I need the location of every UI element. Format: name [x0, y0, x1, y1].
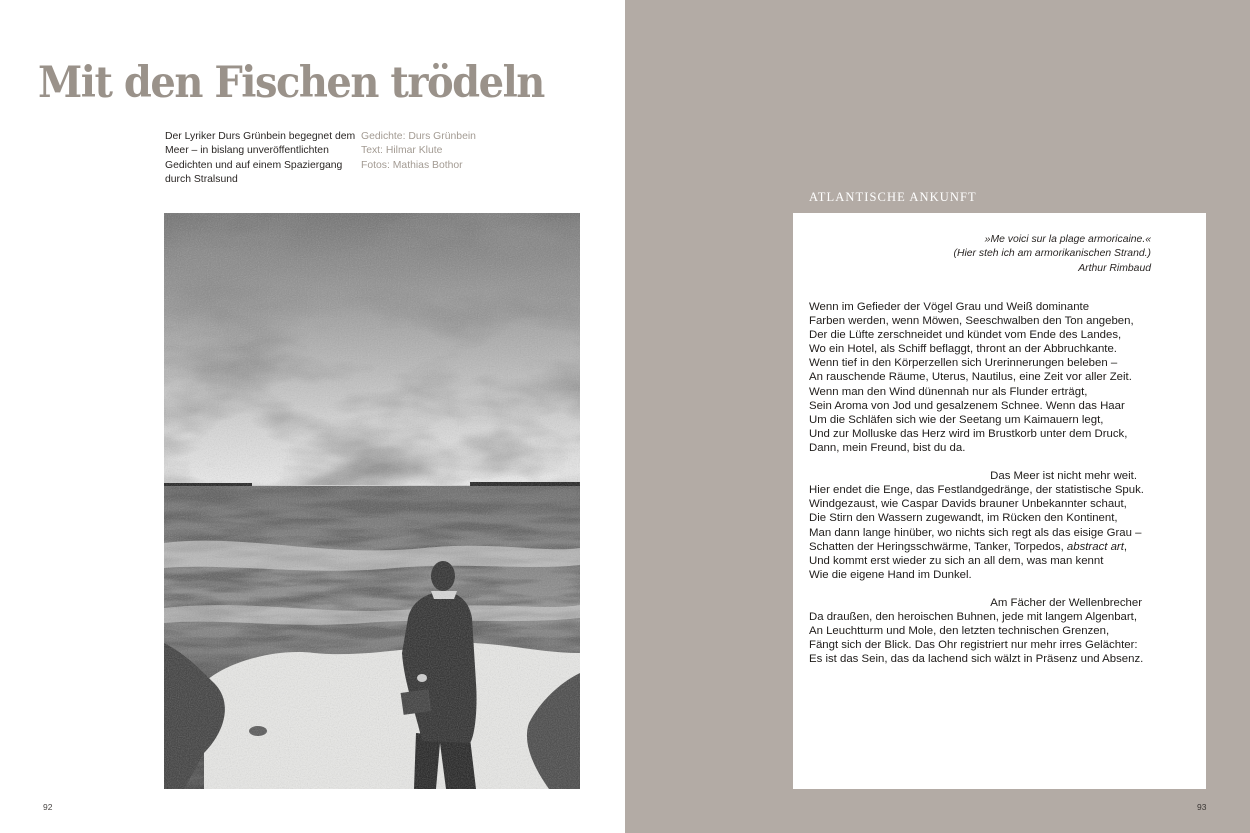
epigraph-author: Arthur Rimbaud — [1078, 262, 1151, 274]
article-credits — [361, 130, 511, 173]
poem-line: Wenn tief in den Körperzellen sich Urerinnerungen beleben – — [809, 357, 1118, 370]
poem-line: Hier endet die Enge, das Festlandgedränge, der statistische Spuk. — [809, 484, 1144, 497]
poem-line-indented: Das Meer ist nicht mehr weit. — [990, 470, 1137, 483]
poem-line: Die Stirn den Wassern zugewandt, im Rücken den Kontinent, — [809, 512, 1118, 525]
seaside-photo — [164, 213, 580, 789]
poem-line: An Leuchtturm und Mole, den letzten technischen Grenzen, — [809, 625, 1110, 638]
poem-line: Da draußen, den heroischen Buhnen, jede mit langem Algenbart, — [809, 611, 1138, 624]
article-teaser: Der Lyriker Durs Grünbein begegnet dem Meer – in bislang unveröffentlichten Gedichten und auf einem Spaziergang durch Stralsund — [165, 131, 356, 185]
poem-line-indented: Am Fächer der Wellenbrecher — [990, 596, 1142, 609]
article-headline: Mit den Fischen trödeln — [38, 58, 544, 108]
credit-poems: Gedichte: Durs Grünbein — [361, 131, 476, 142]
poem-line-text: Schatten der Heringsschwärme, Tanker, Torpedos, — [809, 540, 1067, 553]
epigraph-translation: (Hier steh ich am armorikanischen Strand.) — [953, 248, 1151, 260]
poem-line: Farben werden, wenn Möwen, Seeschwalben den Ton angeben, — [809, 315, 1134, 328]
page-number-left: 92 — [43, 802, 53, 812]
epigraph-quote: »Me voici sur la plage armoricaine.« — [984, 234, 1151, 245]
poem-line: Fängt sich der Blick. Das Ohr registriert nur mehr irres Gelächter: — [809, 639, 1138, 652]
page-number-right: 93 — [1197, 802, 1207, 812]
stanza-1 — [809, 300, 1199, 455]
stanza-2 — [809, 469, 1199, 582]
poem-line: Man dann lange hinüber, wo nichts sich regt als das eisige Grau – — [809, 526, 1142, 539]
poem-line: Windgezaust, wie Caspar Davids brauner Unbekannter schaut, — [809, 498, 1127, 511]
credit-photos: Fotos: Mathias Bothor — [361, 159, 463, 171]
stanza-3 — [809, 596, 1199, 666]
poem-line: Sein Aroma von Jod und gesalzenem Schnee. Wenn das Haar — [809, 399, 1125, 412]
poem-line-italic: abstract art — [1066, 540, 1124, 553]
poem-line: Wie die eigene Hand im Dunkel. — [809, 568, 972, 581]
poem-line: Und kommt erst wieder zu sich an all dem, was man kennt — [809, 554, 1104, 567]
poem-line: Um die Schläfen sich wie der Seetang um Kaimauern legt, — [809, 413, 1104, 426]
poem-body — [809, 300, 1199, 681]
poem-line: Dann, mein Freund, bist du da. — [809, 441, 966, 454]
poem-line: Und zur Molluske das Herz wird im Brustkorb unter dem Druck, — [809, 427, 1128, 440]
poem-line: Der die Lüfte zerschneidet und kündet vom Ende des Landes, — [809, 329, 1122, 342]
poem-line: Wenn man den Wind dünennah nur als Flunder erträgt, — [809, 385, 1088, 398]
poem-panel — [793, 213, 1206, 789]
epigraph — [851, 233, 1151, 276]
poem-title: ATLANTISCHE ANKUNFT — [809, 190, 977, 204]
credit-text: Text: Hilmar Klute — [361, 145, 443, 157]
poem-line: Es ist das Sein, das da lachend sich wälzt in Präsenz und Absenz. — [809, 653, 1144, 666]
poem-line-text: , — [1123, 540, 1128, 553]
poem-line: An rauschende Räume, Uterus, Nautilus, eine Zeit vor aller Zeit. — [809, 371, 1132, 384]
poem-line — [809, 540, 1199, 554]
poem-line: Wenn im Gefieder der Vögel Grau und Weiß dominante — [809, 301, 1090, 313]
photo-illustration — [164, 213, 580, 789]
poem-line: Wo ein Hotel, als Schiff beflaggt, thront an der Abbruchkante. — [809, 343, 1117, 356]
